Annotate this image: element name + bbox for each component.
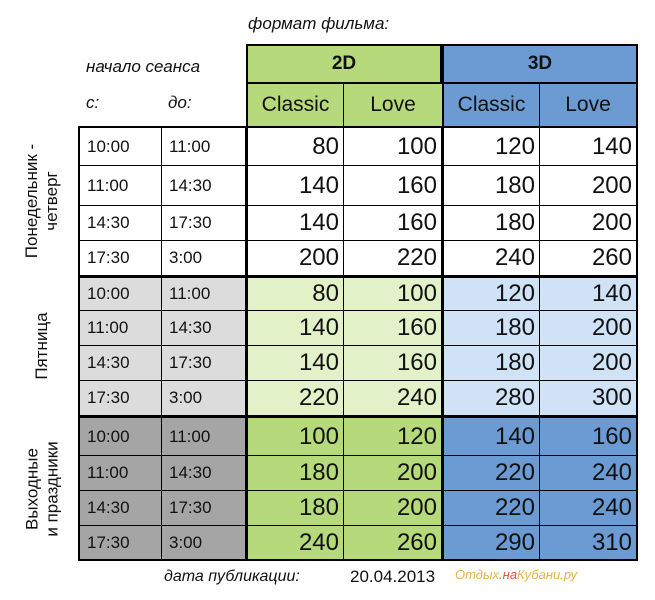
time-to-cell: 11:00 — [162, 416, 246, 456]
time-to-cell: 14:30 — [162, 166, 246, 206]
publication-date: 20.04.2013 — [350, 567, 436, 586]
price-cell: 140 — [246, 206, 344, 241]
time-to-cell: 3:00 — [162, 241, 246, 276]
time-to-cell: 14:30 — [162, 311, 246, 346]
time-to-cell: 3:00 — [162, 526, 246, 561]
price-cell: 80 — [246, 126, 344, 166]
time-from-cell: 17:30 — [78, 241, 162, 276]
price-cell: 220 — [442, 491, 540, 526]
time-from-cell: 17:30 — [78, 526, 162, 561]
time-from-cell: 14:30 — [78, 346, 162, 381]
format-2d-header: 2D — [246, 44, 442, 84]
price-cell: 240 — [246, 526, 344, 561]
price-cell: 100 — [246, 416, 344, 456]
price-cell: 140 — [540, 126, 638, 166]
price-cell: 180 — [442, 346, 540, 381]
time-to-cell: 17:30 — [162, 491, 246, 526]
time-from-cell: 10:00 — [78, 276, 162, 311]
price-cell: 240 — [540, 491, 638, 526]
price-cell: 160 — [344, 166, 442, 206]
publication-label: дата публикации: — [164, 568, 300, 585]
price-cell: 200 — [540, 311, 638, 346]
time-to-cell: 11:00 — [162, 276, 246, 311]
film-format-label: формат фильма: — [248, 14, 390, 33]
price-cell: 100 — [344, 126, 442, 166]
time-from-cell: 17:30 — [78, 381, 162, 416]
price-cell: 280 — [442, 381, 540, 416]
price-cell: 180 — [246, 491, 344, 526]
price-cell: 300 — [540, 381, 638, 416]
price-cell: 160 — [344, 206, 442, 241]
watermark-middle: .на — [499, 567, 518, 582]
price-cell: 120 — [442, 276, 540, 311]
time-to-cell: 17:30 — [162, 206, 246, 241]
price-cell: 200 — [540, 166, 638, 206]
session-start-label: начало сеанса — [86, 57, 201, 76]
time-to-cell: 17:30 — [162, 346, 246, 381]
price-cell: 160 — [540, 416, 638, 456]
time-from-cell: 11:00 — [78, 166, 162, 206]
time-from-cell: 11:00 — [78, 311, 162, 346]
price-cell: 80 — [246, 276, 344, 311]
day-group-label: Выходные и праздники — [22, 440, 61, 537]
time-from-cell: 10:00 — [78, 126, 162, 166]
price-cell: 220 — [246, 381, 344, 416]
time-to-cell: 11:00 — [162, 126, 246, 166]
price-cell: 290 — [442, 526, 540, 561]
price-cell: 200 — [344, 491, 442, 526]
subheader-2d-classic: Classic — [246, 84, 344, 126]
price-cell: 140 — [540, 276, 638, 311]
time-to-cell: 14:30 — [162, 456, 246, 491]
price-cell: 120 — [344, 416, 442, 456]
price-cell: 160 — [344, 311, 442, 346]
price-cell: 140 — [246, 166, 344, 206]
price-cell: 180 — [442, 206, 540, 241]
time-from-cell: 14:30 — [78, 491, 162, 526]
price-cell: 200 — [540, 346, 638, 381]
price-cell: 240 — [442, 241, 540, 276]
price-cell: 180 — [246, 456, 344, 491]
price-cell: 140 — [442, 416, 540, 456]
price-cell: 240 — [344, 381, 442, 416]
price-cell: 260 — [540, 241, 638, 276]
price-cell: 140 — [246, 346, 344, 381]
price-cell: 310 — [540, 526, 638, 561]
price-cell: 100 — [344, 276, 442, 311]
time-from-cell: 14:30 — [78, 206, 162, 241]
price-cell: 200 — [540, 206, 638, 241]
price-cell: 220 — [442, 456, 540, 491]
subheader-3d-love: Love — [540, 84, 638, 126]
site-watermark — [455, 567, 577, 582]
time-to-cell: 3:00 — [162, 381, 246, 416]
day-group-label: Пятница — [32, 312, 52, 380]
price-cell: 220 — [344, 241, 442, 276]
price-cell: 240 — [540, 456, 638, 491]
watermark-suffix: Кубани.ру — [517, 567, 578, 582]
to-label: до: — [168, 93, 192, 112]
price-cell: 180 — [442, 311, 540, 346]
day-group-label: Понедельник - четверг — [22, 143, 61, 259]
price-cell: 180 — [442, 166, 540, 206]
subheader-3d-classic: Classic — [442, 84, 540, 126]
from-label: с: — [86, 93, 100, 112]
watermark-prefix: Отдых — [455, 567, 500, 582]
price-cell: 200 — [344, 456, 442, 491]
price-cell: 160 — [344, 346, 442, 381]
subheader-2d-love: Love — [344, 84, 442, 126]
price-cell: 120 — [442, 126, 540, 166]
price-cell: 140 — [246, 311, 344, 346]
price-cell: 200 — [246, 241, 344, 276]
time-from-cell: 10:00 — [78, 416, 162, 456]
price-cell: 260 — [344, 526, 442, 561]
time-from-cell: 11:00 — [78, 456, 162, 491]
format-3d-header: 3D — [442, 44, 638, 84]
